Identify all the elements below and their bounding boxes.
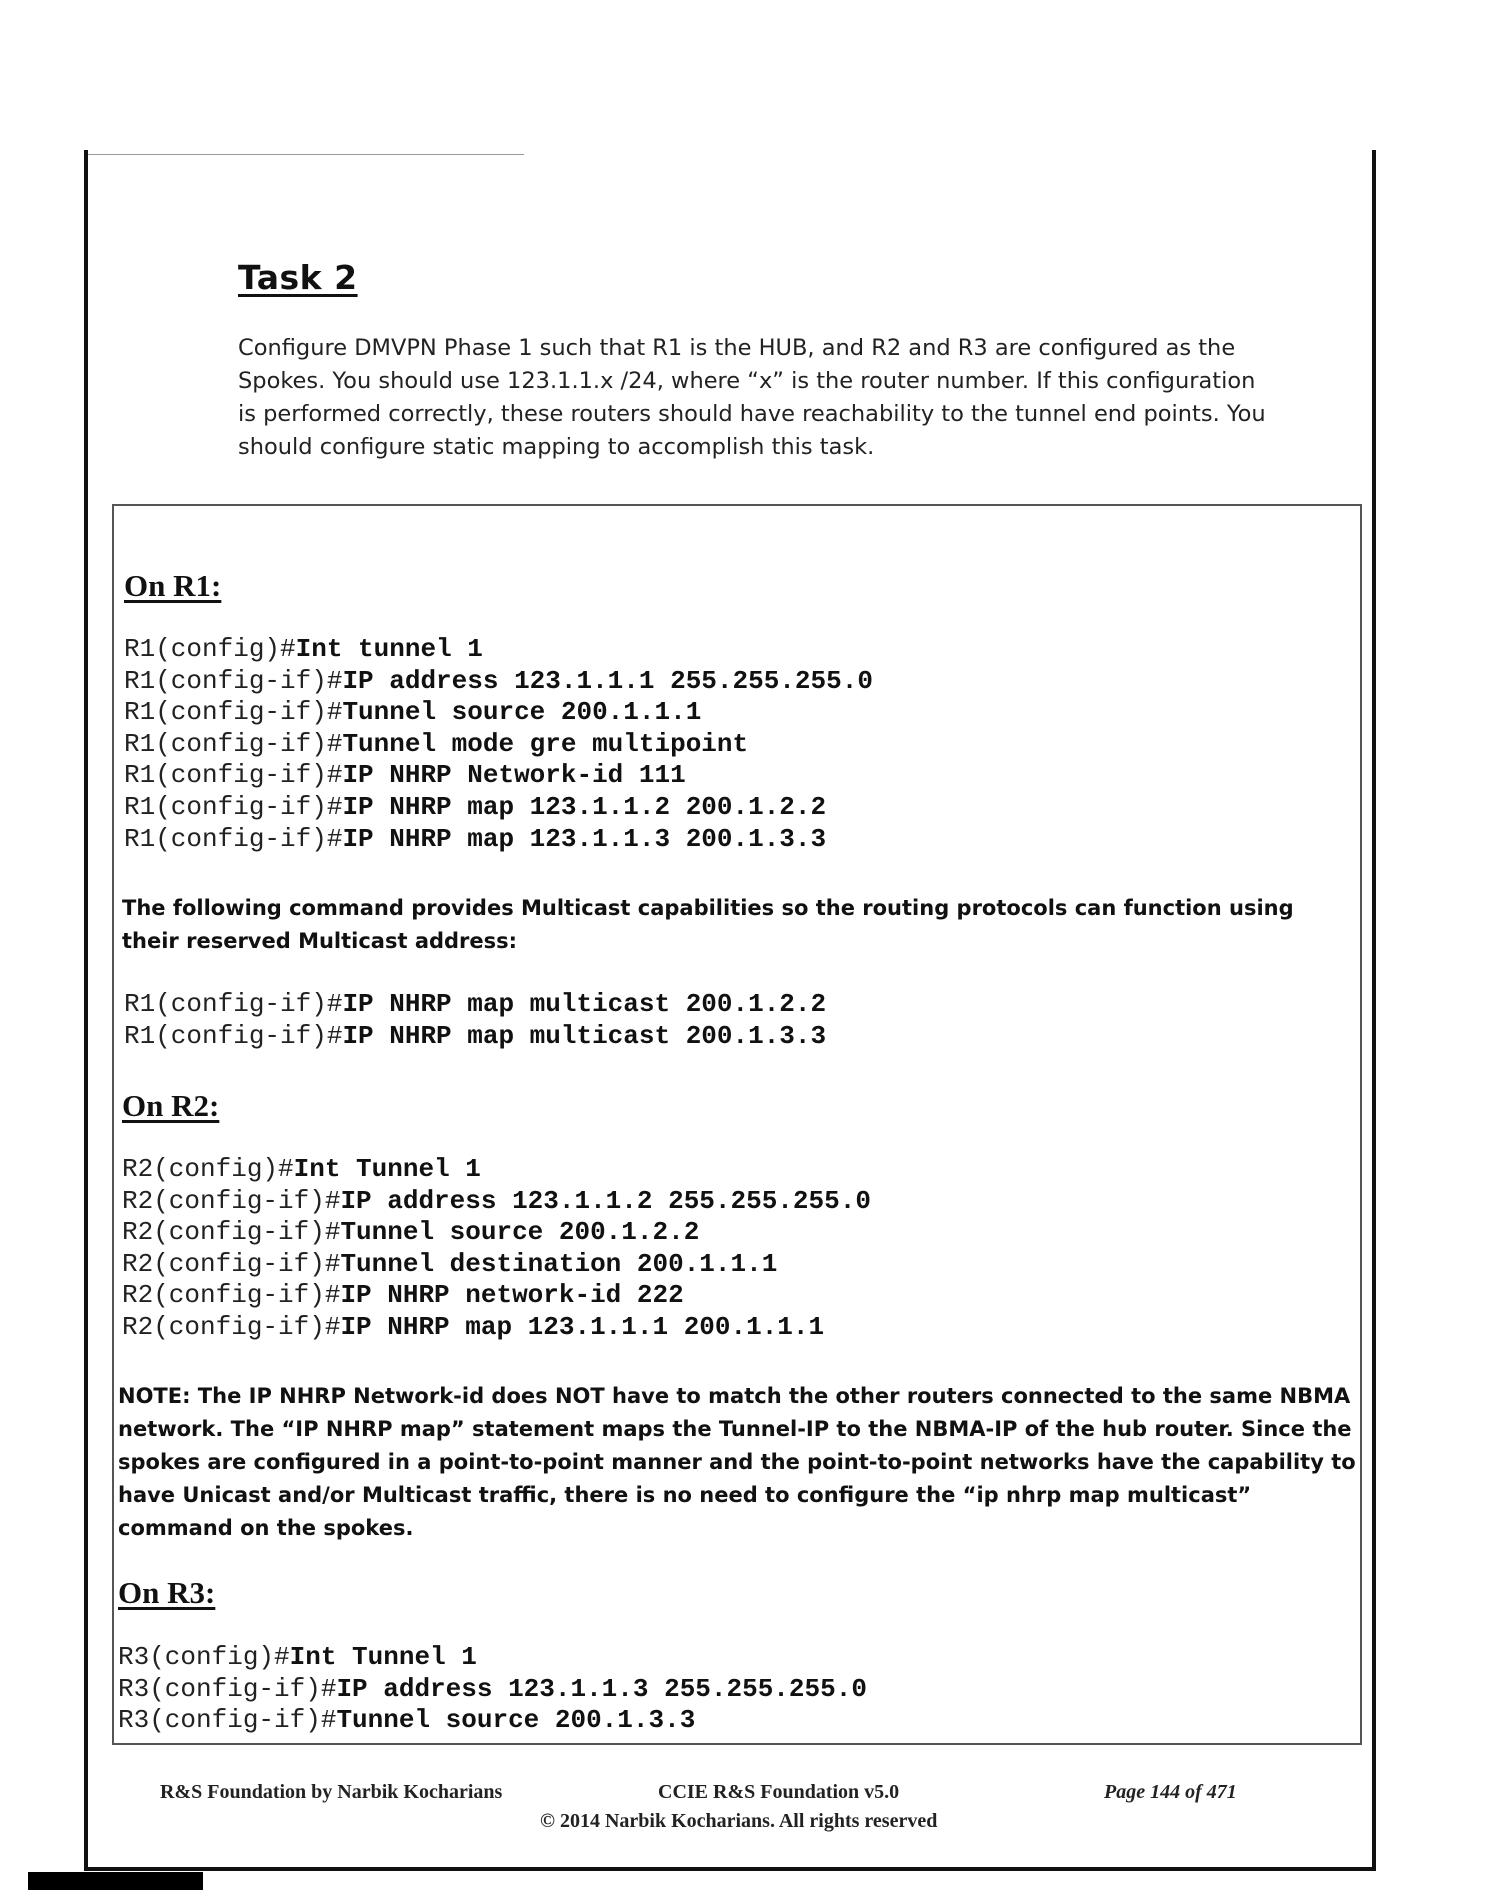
task-description: Configure DMVPN Phase 1 such that R1 is the HUB, and R2 and R3 are configured as the Spokes. You should use 123.1.1.x /24, where “x” is the router number. If this configuration is performed correctly, these routers should have reachability to the tunnel end points. You should configure static mapping to accomplish this task. [238, 335, 1266, 460]
r1-multicast-note: The following command provides Multicast capabilities so the routing protocols can function using their reserved Multicast address: [122, 896, 1294, 953]
footer-page-number: Page 144 of 471 [1104, 1781, 1237, 1803]
cli-command: IP NHRP Network-id 111 [342, 760, 686, 791]
cli-prompt: R2(config-if)# [122, 1217, 341, 1248]
heading-on-r3: On R3: [118, 1575, 216, 1610]
r2-config-block [122, 1154, 871, 1344]
cli-command: IP address 123.1.1.1 255.255.255.0 [342, 665, 873, 696]
cli-prompt: R2(config-if)# [122, 1280, 341, 1311]
config-line [124, 989, 826, 1021]
cli-command: IP address 123.1.1.3 255.255.255.0 [336, 1673, 867, 1704]
cli-prompt: R2(config-if)# [122, 1248, 341, 1279]
cli-prompt: R1(config-if)# [124, 728, 343, 759]
cli-command: Tunnel destination 200.1.1.1 [340, 1248, 778, 1279]
footer-author: R&S Foundation by Narbik Kocharians [160, 1781, 503, 1803]
cli-prompt: R1(config-if)# [124, 823, 343, 854]
cli-command: IP NHRP map 123.1.1.3 200.1.3.3 [342, 823, 827, 854]
cli-prompt: R1(config-if)# [124, 1020, 343, 1051]
config-line [122, 1186, 871, 1218]
cli-command: IP address 123.1.1.2 255.255.255.0 [340, 1185, 871, 1216]
r2-nhrp-note: NOTE: The IP NHRP Network-id does NOT have to match the other routers connected to the same NBMA network. The “IP NHRP map” statement maps the Tunnel-IP to the NBMA-IP of the hub router. Since the spokes are configured in a point-to-point manner and the point-to-point networks have the capability to have Unicast and/or Multicast traffic, there is no need to configure the “ip nhrp map multicast” command on the spokes. [118, 1384, 1356, 1540]
cli-prompt: R2(config)# [122, 1154, 294, 1184]
r1-config-block [124, 634, 873, 855]
config-line [124, 792, 873, 824]
heading-on-r1: On R1: [124, 568, 222, 603]
cli-command: Int tunnel 1 [295, 634, 483, 664]
heading-on-r2: On R2: [122, 1088, 220, 1123]
r1-multicast-block [124, 989, 826, 1052]
cli-command: Tunnel source 200.1.2.2 [340, 1217, 700, 1248]
footer-book-title: CCIE R&S Foundation v5.0 [658, 1781, 900, 1803]
cli-prompt: R3(config-if)# [118, 1673, 337, 1704]
r3-config-block [118, 1642, 867, 1737]
cli-prompt: R2(config-if)# [122, 1311, 341, 1342]
config-line [122, 1249, 871, 1281]
config-line [124, 760, 873, 792]
scan-corner-bar [28, 1872, 203, 1890]
config-line [118, 1642, 867, 1674]
cli-prompt: R1(config-if)# [124, 665, 343, 696]
cli-prompt: R1(config)# [124, 634, 296, 664]
cli-command: IP NHRP map 123.1.1.2 200.1.2.2 [342, 791, 827, 822]
config-line [124, 824, 873, 856]
config-line [122, 1217, 871, 1249]
config-line [124, 697, 873, 729]
cli-prompt: R2(config-if)# [122, 1185, 341, 1216]
cli-command: Int Tunnel 1 [293, 1154, 481, 1184]
cli-command: IP NHRP map 123.1.1.1 200.1.1.1 [340, 1311, 825, 1342]
config-line [118, 1705, 867, 1737]
cli-prompt: R1(config-if)# [124, 791, 343, 822]
cli-prompt: R1(config-if)# [124, 697, 343, 728]
config-line [122, 1312, 871, 1344]
cli-command: Tunnel source 200.1.3.3 [336, 1705, 696, 1736]
config-line [122, 1280, 871, 1312]
cli-command: IP NHRP map multicast 200.1.2.2 [342, 989, 827, 1019]
cli-command: Tunnel mode gre multipoint [342, 728, 749, 759]
cli-prompt: R1(config-if)# [124, 760, 343, 791]
config-line [122, 1154, 871, 1186]
cli-prompt: R3(config)# [118, 1642, 290, 1672]
cli-prompt: R1(config-if)# [124, 989, 343, 1019]
config-line [124, 729, 873, 761]
cli-command: Int Tunnel 1 [289, 1642, 477, 1672]
cli-command: Tunnel source 200.1.1.1 [342, 697, 702, 728]
task-title: Task 2 [238, 258, 358, 297]
config-line [124, 1021, 826, 1053]
cli-command: IP NHRP map multicast 200.1.3.3 [342, 1020, 827, 1051]
config-line [118, 1674, 867, 1706]
cli-command: IP NHRP network-id 222 [340, 1280, 684, 1311]
config-line [124, 666, 873, 698]
cli-prompt: R3(config-if)# [118, 1705, 337, 1736]
footer-copyright: © 2014 Narbik Kocharians. All rights reserved [540, 1810, 938, 1832]
config-line [124, 634, 873, 666]
